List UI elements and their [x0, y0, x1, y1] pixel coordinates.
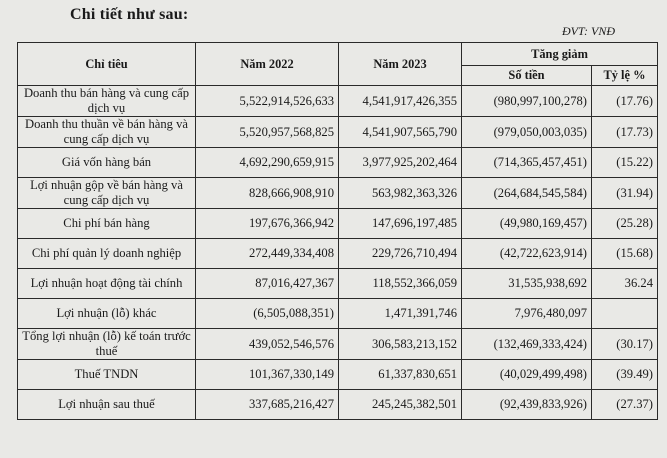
table-row — [18, 178, 658, 209]
row-change-ratio: (17.73) — [592, 117, 658, 148]
row-change-amount: (980,997,100,278) — [462, 86, 592, 117]
header-year-2022: Năm 2022 — [196, 43, 339, 86]
row-indicator: Doanh thu bán hàng và cung cấp dịch vụ — [18, 86, 196, 117]
header-amount: Số tiền — [462, 66, 592, 86]
table-row — [18, 86, 658, 117]
header-year-2023: Năm 2023 — [339, 43, 462, 86]
table-row — [18, 329, 658, 360]
row-value-2023: 229,726,710,494 — [339, 239, 462, 269]
table-row — [18, 390, 658, 420]
row-indicator: Giá vốn hàng bán — [18, 148, 196, 178]
row-indicator: Lợi nhuận (lỗ) khác — [18, 299, 196, 329]
row-value-2023: 306,583,213,152 — [339, 329, 462, 360]
row-indicator: Lợi nhuận gộp về bán hàng và cung cấp dịch vụ — [18, 178, 196, 209]
row-change-ratio: (30.17) — [592, 329, 658, 360]
row-change-ratio: (17.76) — [592, 86, 658, 117]
table-row — [18, 360, 658, 390]
row-change-ratio: 36.24 — [592, 269, 658, 299]
row-change-ratio: (27.37) — [592, 390, 658, 420]
row-change-amount: 31,535,938,692 — [462, 269, 592, 299]
row-value-2023: 4,541,907,565,790 — [339, 117, 462, 148]
row-value-2022: (6,505,088,351) — [196, 299, 339, 329]
row-value-2023: 563,982,363,326 — [339, 178, 462, 209]
row-change-ratio: (39.49) — [592, 360, 658, 390]
table-row — [18, 269, 658, 299]
row-change-amount: 7,976,480,097 — [462, 299, 592, 329]
row-indicator: Lợi nhuận sau thuế — [18, 390, 196, 420]
row-change-amount: (979,050,003,035) — [462, 117, 592, 148]
row-change-ratio: (25.28) — [592, 209, 658, 239]
row-value-2023: 3,977,925,202,464 — [339, 148, 462, 178]
header-ratio: Tỷ lệ % — [592, 66, 658, 86]
row-change-ratio — [592, 299, 658, 329]
row-change-amount: (92,439,833,926) — [462, 390, 592, 420]
row-change-ratio: (15.68) — [592, 239, 658, 269]
row-value-2023: 4,541,917,426,355 — [339, 86, 462, 117]
currency-unit-note: ĐVT: VNĐ — [561, 24, 615, 38]
row-change-ratio: (31.94) — [592, 178, 658, 209]
row-indicator: Thuế TNDN — [18, 360, 196, 390]
row-value-2023: 1,471,391,746 — [339, 299, 462, 329]
table-row — [18, 209, 658, 239]
row-indicator: Chi phí bán hàng — [18, 209, 196, 239]
row-value-2023: 61,337,830,651 — [339, 360, 462, 390]
row-value-2022: 439,052,546,576 — [196, 329, 339, 360]
table-row — [18, 239, 658, 269]
row-change-ratio: (15.22) — [592, 148, 658, 178]
financial-table — [17, 42, 658, 420]
header-change: Tăng giảm — [462, 43, 658, 66]
header-indicator: Chỉ tiêu — [18, 43, 196, 86]
row-value-2022: 87,016,427,367 — [196, 269, 339, 299]
row-indicator: Tổng lợi nhuận (lỗ) kế toán trước thuế — [18, 329, 196, 360]
table-row — [18, 117, 658, 148]
section-title: Chi tiết như sau: — [70, 6, 189, 23]
row-value-2022: 197,676,366,942 — [196, 209, 339, 239]
row-value-2022: 828,666,908,910 — [196, 178, 339, 209]
row-change-amount: (132,469,333,424) — [462, 329, 592, 360]
row-value-2022: 101,367,330,149 — [196, 360, 339, 390]
row-change-amount: (714,365,457,451) — [462, 148, 592, 178]
row-indicator: Chi phí quản lý doanh nghiệp — [18, 239, 196, 269]
row-value-2023: 245,245,382,501 — [339, 390, 462, 420]
row-value-2022: 272,449,334,408 — [196, 239, 339, 269]
row-indicator: Lợi nhuận hoạt động tài chính — [18, 269, 196, 299]
row-value-2022: 5,520,957,568,825 — [196, 117, 339, 148]
row-value-2022: 337,685,216,427 — [196, 390, 339, 420]
row-change-amount: (40,029,499,498) — [462, 360, 592, 390]
row-change-amount: (264,684,545,584) — [462, 178, 592, 209]
table-header-row — [18, 43, 658, 66]
row-change-amount: (42,722,623,914) — [462, 239, 592, 269]
row-value-2022: 5,522,914,526,633 — [196, 86, 339, 117]
row-change-amount: (49,980,169,457) — [462, 209, 592, 239]
row-value-2023: 147,696,197,485 — [339, 209, 462, 239]
table-row — [18, 148, 658, 178]
row-indicator: Doanh thu thuần về bán hàng và cung cấp dịch vụ — [18, 117, 196, 148]
row-value-2022: 4,692,290,659,915 — [196, 148, 339, 178]
row-value-2023: 118,552,366,059 — [339, 269, 462, 299]
table-row — [18, 299, 658, 329]
